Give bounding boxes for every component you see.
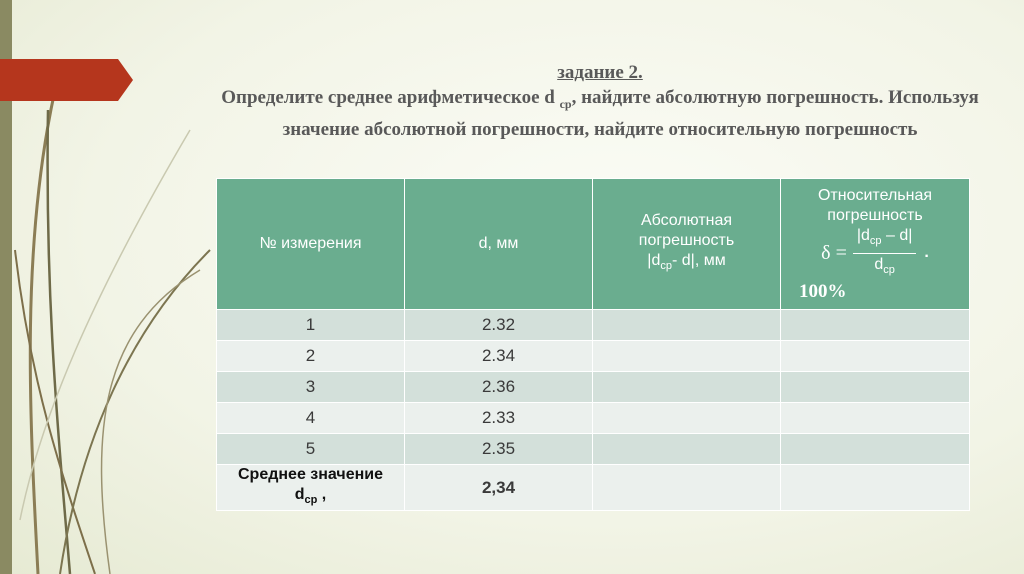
cell-abs[interactable] bbox=[593, 341, 781, 372]
cell-abs[interactable] bbox=[593, 372, 781, 403]
cell-rel[interactable] bbox=[781, 310, 970, 341]
header-measurement-number: № измерения bbox=[217, 179, 405, 310]
cell-rel[interactable] bbox=[781, 403, 970, 434]
cell-rel[interactable] bbox=[781, 434, 970, 465]
cell-abs[interactable] bbox=[593, 434, 781, 465]
relative-error-formula: δ = $\frac{|d_{ср} - d|}{d_{ср}}$ . bbox=[821, 227, 929, 276]
cell-abs[interactable] bbox=[593, 310, 781, 341]
cell-rel[interactable] bbox=[781, 341, 970, 372]
cell-d: 2.33 bbox=[405, 403, 593, 434]
cell-d: 2.35 bbox=[405, 434, 593, 465]
cell-number: 5 bbox=[217, 434, 405, 465]
table-row bbox=[217, 372, 970, 403]
cell-d: 2.36 bbox=[405, 372, 593, 403]
mean-row bbox=[217, 465, 970, 511]
cell-d: 2.32 bbox=[405, 310, 593, 341]
cell-number: 1 bbox=[217, 310, 405, 341]
mean-rel-cell[interactable] bbox=[781, 465, 970, 511]
mean-value-cell: 2,34 bbox=[405, 465, 593, 511]
header-absolute-error: Абсолютная погрешность $|d_{ср}-$ d|, мм bbox=[593, 179, 781, 310]
header-relative-error: Относительная погрешность δ = $\frac{|d_{ср} - d|}{d_{ср}}$ . 100% bbox=[781, 179, 970, 310]
task-instruction: Определите среднее арифметическое d $_{ср}$, найдите абсолютную погрешность. Используя значение абсолютной погрешности, найдите относительную погрешность bbox=[221, 87, 979, 140]
cell-abs[interactable] bbox=[593, 403, 781, 434]
mean-label-cell: Среднее значение $d_{ср}$ , bbox=[217, 465, 405, 511]
cell-number: 4 bbox=[217, 403, 405, 434]
task-heading: задание 2. bbox=[557, 62, 643, 83]
table-row bbox=[217, 310, 970, 341]
cell-d: 2.34 bbox=[405, 341, 593, 372]
slide-title bbox=[220, 60, 980, 142]
table-row bbox=[217, 341, 970, 372]
measurement-table bbox=[216, 178, 970, 511]
mean-abs-cell[interactable] bbox=[593, 465, 781, 511]
header-d-mm: d, мм bbox=[405, 179, 593, 310]
table-row bbox=[217, 434, 970, 465]
cell-number: 3 bbox=[217, 372, 405, 403]
table-row bbox=[217, 403, 970, 434]
cell-rel[interactable] bbox=[781, 372, 970, 403]
red-arrow-banner bbox=[0, 59, 133, 101]
table-header-row bbox=[217, 179, 970, 310]
cell-number: 2 bbox=[217, 341, 405, 372]
